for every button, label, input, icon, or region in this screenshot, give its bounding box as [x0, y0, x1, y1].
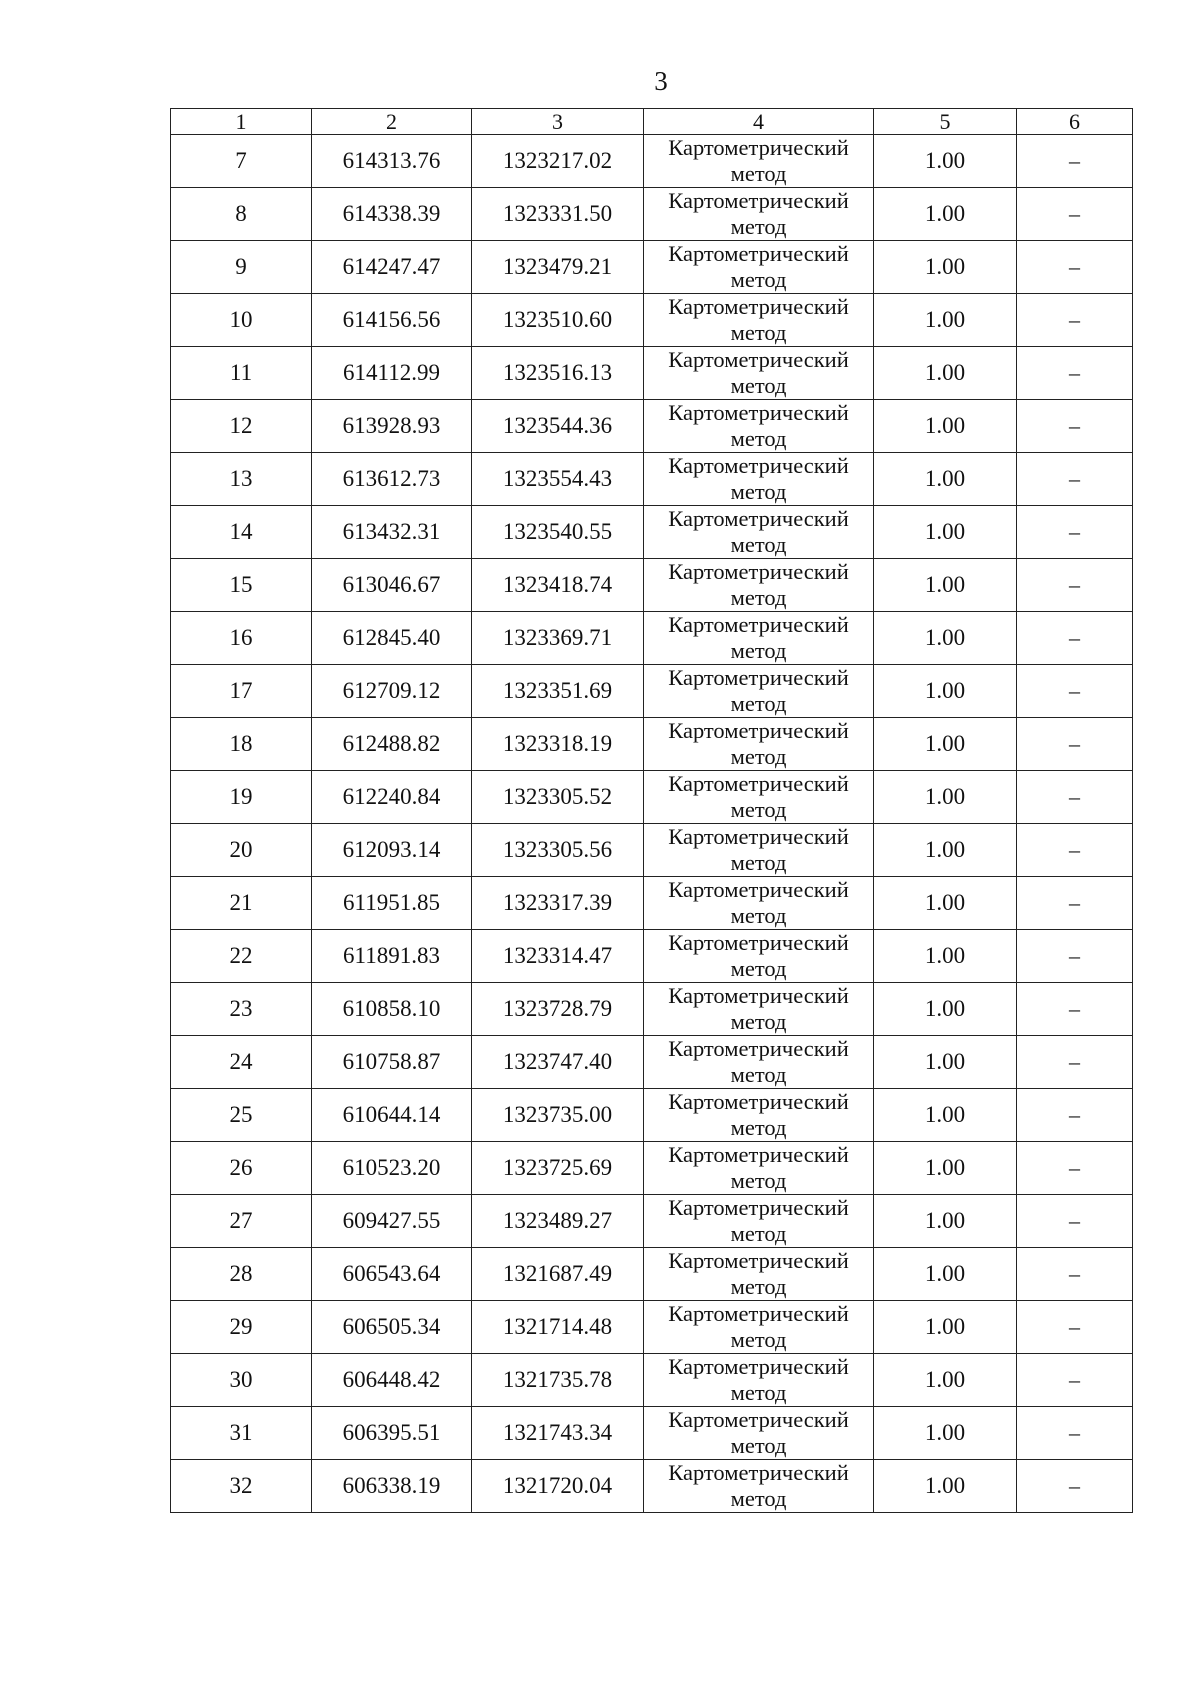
description-cell: – — [1017, 1407, 1133, 1460]
point-number-cell: 29 — [171, 1301, 312, 1354]
point-number-cell: 26 — [171, 1142, 312, 1195]
description-cell: – — [1017, 506, 1133, 559]
x-coordinate-cell: 610523.20 — [312, 1142, 472, 1195]
table-row — [171, 877, 1133, 930]
x-coordinate-cell: 606338.19 — [312, 1460, 472, 1513]
x-coordinate-cell: 614338.39 — [312, 188, 472, 241]
description-cell: – — [1017, 1301, 1133, 1354]
table-row — [171, 1036, 1133, 1089]
point-number-cell: 12 — [171, 400, 312, 453]
method-cell: Картометрический метод — [644, 877, 874, 930]
x-coordinate-cell: 612093.14 — [312, 824, 472, 877]
x-coordinate-cell: 613612.73 — [312, 453, 472, 506]
method-cell: Картометрический метод — [644, 1460, 874, 1513]
description-cell: – — [1017, 1142, 1133, 1195]
y-coordinate-cell: 1323351.69 — [472, 665, 644, 718]
point-number-cell: 15 — [171, 559, 312, 612]
description-cell: – — [1017, 771, 1133, 824]
y-coordinate-cell: 1323331.50 — [472, 188, 644, 241]
method-cell: Картометрический метод — [644, 1089, 874, 1142]
table-row — [171, 347, 1133, 400]
y-coordinate-cell: 1323318.19 — [472, 718, 644, 771]
table-row — [171, 1195, 1133, 1248]
x-coordinate-cell: 614112.99 — [312, 347, 472, 400]
accuracy-cell: 1.00 — [874, 135, 1017, 188]
x-coordinate-cell: 609427.55 — [312, 1195, 472, 1248]
x-coordinate-cell: 613432.31 — [312, 506, 472, 559]
header-cell: 6 — [1017, 109, 1133, 135]
method-cell: Картометрический метод — [644, 930, 874, 983]
accuracy-cell: 1.00 — [874, 1407, 1017, 1460]
description-cell: – — [1017, 135, 1133, 188]
point-number-cell: 11 — [171, 347, 312, 400]
point-number-cell: 8 — [171, 188, 312, 241]
table-row — [171, 135, 1133, 188]
description-cell: – — [1017, 188, 1133, 241]
x-coordinate-cell: 614156.56 — [312, 294, 472, 347]
point-number-cell: 23 — [171, 983, 312, 1036]
y-coordinate-cell: 1323554.43 — [472, 453, 644, 506]
x-coordinate-cell: 614247.47 — [312, 241, 472, 294]
y-coordinate-cell: 1323747.40 — [472, 1036, 644, 1089]
method-cell: Картометрический метод — [644, 665, 874, 718]
y-coordinate-cell: 1323544.36 — [472, 400, 644, 453]
description-cell: – — [1017, 824, 1133, 877]
point-number-cell: 28 — [171, 1248, 312, 1301]
y-coordinate-cell: 1323510.60 — [472, 294, 644, 347]
method-cell: Картометрический метод — [644, 612, 874, 665]
accuracy-cell: 1.00 — [874, 1354, 1017, 1407]
y-coordinate-cell: 1323735.00 — [472, 1089, 644, 1142]
description-cell: – — [1017, 559, 1133, 612]
x-coordinate-cell: 610758.87 — [312, 1036, 472, 1089]
method-cell: Картометрический метод — [644, 1407, 874, 1460]
point-number-cell: 10 — [171, 294, 312, 347]
description-cell: – — [1017, 453, 1133, 506]
header-cell: 2 — [312, 109, 472, 135]
table-header-row — [171, 109, 1133, 135]
description-cell: – — [1017, 930, 1133, 983]
x-coordinate-cell: 614313.76 — [312, 135, 472, 188]
point-number-cell: 20 — [171, 824, 312, 877]
point-number-cell: 9 — [171, 241, 312, 294]
point-number-cell: 19 — [171, 771, 312, 824]
table-row — [171, 983, 1133, 1036]
method-cell: Картометрический метод — [644, 135, 874, 188]
point-number-cell: 31 — [171, 1407, 312, 1460]
accuracy-cell: 1.00 — [874, 1142, 1017, 1195]
description-cell: – — [1017, 400, 1133, 453]
method-cell: Картометрический метод — [644, 1142, 874, 1195]
y-coordinate-cell: 1323217.02 — [472, 135, 644, 188]
y-coordinate-cell: 1321687.49 — [472, 1248, 644, 1301]
point-number-cell: 25 — [171, 1089, 312, 1142]
point-number-cell: 18 — [171, 718, 312, 771]
method-cell: Картометрический метод — [644, 294, 874, 347]
table-row — [171, 771, 1133, 824]
table-row — [171, 1248, 1133, 1301]
header-cell: 4 — [644, 109, 874, 135]
description-cell: – — [1017, 665, 1133, 718]
y-coordinate-cell: 1323516.13 — [472, 347, 644, 400]
y-coordinate-cell: 1323540.55 — [472, 506, 644, 559]
x-coordinate-cell: 611891.83 — [312, 930, 472, 983]
y-coordinate-cell: 1323305.56 — [472, 824, 644, 877]
point-number-cell: 32 — [171, 1460, 312, 1513]
method-cell: Картометрический метод — [644, 983, 874, 1036]
table-row — [171, 824, 1133, 877]
method-cell: Картометрический метод — [644, 559, 874, 612]
point-number-cell: 27 — [171, 1195, 312, 1248]
method-cell: Картометрический метод — [644, 506, 874, 559]
method-cell: Картометрический метод — [644, 400, 874, 453]
point-number-cell: 24 — [171, 1036, 312, 1089]
accuracy-cell: 1.00 — [874, 983, 1017, 1036]
method-cell: Картометрический метод — [644, 1301, 874, 1354]
y-coordinate-cell: 1323489.27 — [472, 1195, 644, 1248]
x-coordinate-cell: 611951.85 — [312, 877, 472, 930]
header-cell: 5 — [874, 109, 1017, 135]
accuracy-cell: 1.00 — [874, 1195, 1017, 1248]
description-cell: – — [1017, 877, 1133, 930]
table-row — [171, 1301, 1133, 1354]
table-row — [171, 453, 1133, 506]
table-row — [171, 294, 1133, 347]
x-coordinate-cell: 612240.84 — [312, 771, 472, 824]
accuracy-cell: 1.00 — [874, 612, 1017, 665]
y-coordinate-cell: 1323314.47 — [472, 930, 644, 983]
accuracy-cell: 1.00 — [874, 665, 1017, 718]
method-cell: Картометрический метод — [644, 771, 874, 824]
table-row — [171, 930, 1133, 983]
method-cell: Картометрический метод — [644, 347, 874, 400]
method-cell: Картометрический метод — [644, 453, 874, 506]
x-coordinate-cell: 613928.93 — [312, 400, 472, 453]
point-number-cell: 7 — [171, 135, 312, 188]
y-coordinate-cell: 1321714.48 — [472, 1301, 644, 1354]
table-row — [171, 1089, 1133, 1142]
accuracy-cell: 1.00 — [874, 241, 1017, 294]
x-coordinate-cell: 606395.51 — [312, 1407, 472, 1460]
y-coordinate-cell: 1321743.34 — [472, 1407, 644, 1460]
x-coordinate-cell: 610644.14 — [312, 1089, 472, 1142]
x-coordinate-cell: 612845.40 — [312, 612, 472, 665]
y-coordinate-cell: 1323317.39 — [472, 877, 644, 930]
description-cell: – — [1017, 347, 1133, 400]
description-cell: – — [1017, 718, 1133, 771]
method-cell: Картометрический метод — [644, 241, 874, 294]
x-coordinate-cell: 606448.42 — [312, 1354, 472, 1407]
y-coordinate-cell: 1323725.69 — [472, 1142, 644, 1195]
table-row — [171, 188, 1133, 241]
table-row — [171, 718, 1133, 771]
description-cell: – — [1017, 1248, 1133, 1301]
y-coordinate-cell: 1321735.78 — [472, 1354, 644, 1407]
accuracy-cell: 1.00 — [874, 1036, 1017, 1089]
point-number-cell: 21 — [171, 877, 312, 930]
x-coordinate-cell: 606543.64 — [312, 1248, 472, 1301]
accuracy-cell: 1.00 — [874, 453, 1017, 506]
point-number-cell: 14 — [171, 506, 312, 559]
table-row — [171, 400, 1133, 453]
x-coordinate-cell: 610858.10 — [312, 983, 472, 1036]
accuracy-cell: 1.00 — [874, 188, 1017, 241]
accuracy-cell: 1.00 — [874, 718, 1017, 771]
point-number-cell: 30 — [171, 1354, 312, 1407]
table-row — [171, 665, 1133, 718]
accuracy-cell: 1.00 — [874, 347, 1017, 400]
table-row — [171, 506, 1133, 559]
header-cell: 1 — [171, 109, 312, 135]
description-cell: – — [1017, 612, 1133, 665]
table-row — [171, 612, 1133, 665]
description-cell: – — [1017, 1089, 1133, 1142]
accuracy-cell: 1.00 — [874, 771, 1017, 824]
accuracy-cell: 1.00 — [874, 559, 1017, 612]
table-row — [171, 559, 1133, 612]
description-cell: – — [1017, 1354, 1133, 1407]
method-cell: Картометрический метод — [644, 1354, 874, 1407]
y-coordinate-cell: 1323418.74 — [472, 559, 644, 612]
description-cell: – — [1017, 294, 1133, 347]
description-cell: – — [1017, 1195, 1133, 1248]
method-cell: Картометрический метод — [644, 1248, 874, 1301]
description-cell: – — [1017, 983, 1133, 1036]
accuracy-cell: 1.00 — [874, 824, 1017, 877]
page-number: 3 — [654, 66, 668, 96]
accuracy-cell: 1.00 — [874, 506, 1017, 559]
y-coordinate-cell: 1323369.71 — [472, 612, 644, 665]
point-number-cell: 22 — [171, 930, 312, 983]
accuracy-cell: 1.00 — [874, 930, 1017, 983]
x-coordinate-cell: 613046.67 — [312, 559, 472, 612]
y-coordinate-cell: 1321720.04 — [472, 1460, 644, 1513]
accuracy-cell: 1.00 — [874, 1301, 1017, 1354]
point-number-cell: 13 — [171, 453, 312, 506]
accuracy-cell: 1.00 — [874, 1248, 1017, 1301]
accuracy-cell: 1.00 — [874, 294, 1017, 347]
point-number-cell: 17 — [171, 665, 312, 718]
description-cell: – — [1017, 1460, 1133, 1513]
table-row — [171, 241, 1133, 294]
table-row — [171, 1142, 1133, 1195]
x-coordinate-cell: 606505.34 — [312, 1301, 472, 1354]
description-cell: – — [1017, 241, 1133, 294]
method-cell: Картометрический метод — [644, 1195, 874, 1248]
accuracy-cell: 1.00 — [874, 877, 1017, 930]
point-number-cell: 16 — [171, 612, 312, 665]
table-row — [171, 1354, 1133, 1407]
coordinates-table — [170, 108, 1133, 1513]
accuracy-cell: 1.00 — [874, 1460, 1017, 1513]
y-coordinate-cell: 1323728.79 — [472, 983, 644, 1036]
method-cell: Картометрический метод — [644, 718, 874, 771]
description-cell: – — [1017, 1036, 1133, 1089]
header-cell: 3 — [472, 109, 644, 135]
method-cell: Картометрический метод — [644, 1036, 874, 1089]
table-row — [171, 1407, 1133, 1460]
accuracy-cell: 1.00 — [874, 400, 1017, 453]
table-row — [171, 1460, 1133, 1513]
y-coordinate-cell: 1323479.21 — [472, 241, 644, 294]
method-cell: Картометрический метод — [644, 824, 874, 877]
x-coordinate-cell: 612709.12 — [312, 665, 472, 718]
y-coordinate-cell: 1323305.52 — [472, 771, 644, 824]
method-cell: Картометрический метод — [644, 188, 874, 241]
x-coordinate-cell: 612488.82 — [312, 718, 472, 771]
table-body — [171, 109, 1133, 1513]
accuracy-cell: 1.00 — [874, 1089, 1017, 1142]
